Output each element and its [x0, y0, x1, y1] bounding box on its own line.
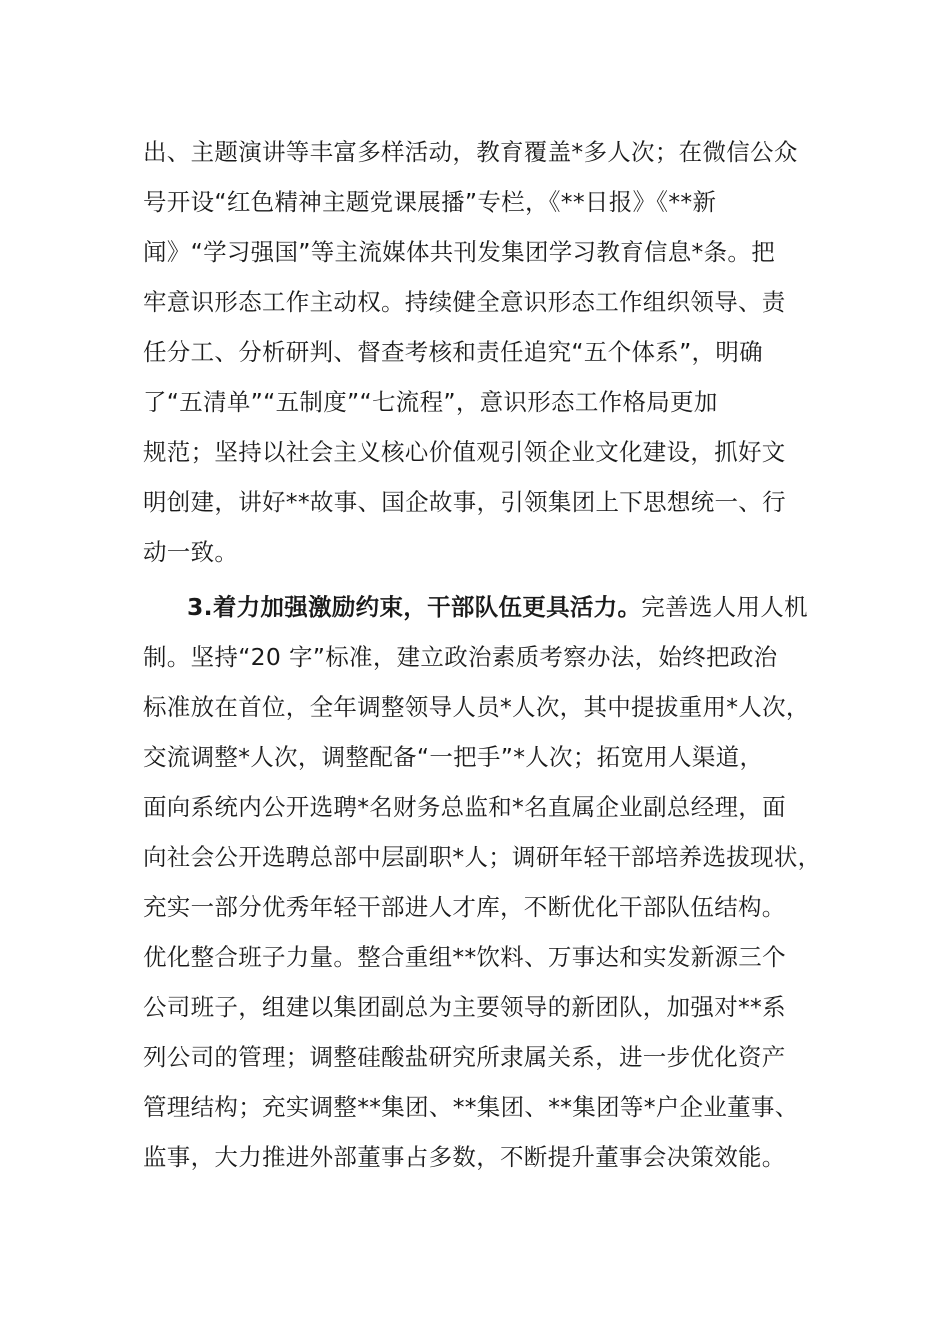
paragraph-line: 管理结构；充实调整**集团、**集团、**集团等*户企业董事、 [143, 1093, 799, 1121]
paragraph-line: 标准放在首位，全年调整领导人员*人次，其中提拔重用*人次， [143, 693, 810, 721]
section-3-first-line-text: 完善选人用人机 [641, 593, 808, 621]
paragraph-line: 任分工、分析研判、督查考核和责任追究“五个体系”，明确 [143, 338, 763, 366]
paragraph-line: 充实一部分优秀年轻干部进人才库，不断优化干部队伍结构。 [143, 893, 786, 921]
paragraph-line: 面向系统内公开选聘*名财务总监和*名直属企业副总经理，面 [143, 793, 786, 821]
paragraph-line: 了“五清单”“五制度”“七流程”，意识形态工作格局更加 [143, 388, 718, 416]
paragraph-line: 公司班子，组建以集团副总为主要领导的新团队，加强对**系 [143, 993, 786, 1021]
paragraph-line: 向社会公开选聘总部中层副职*人；调研年轻干部培养选拔现状， [143, 843, 822, 871]
section-3-first-line [187, 582, 827, 632]
paragraph-line: 明创建，讲好**故事、国企故事，引领集团上下思想统一、行 [143, 488, 786, 516]
paragraph-line: 动一致。 [143, 538, 239, 566]
paragraph-line: 号开设“红色精神主题党课展播”专栏，《**日报》《**新 [143, 188, 717, 216]
paragraph-line: 牢意识形态工作主动权。持续健全意识形态工作组织领导、责 [143, 288, 786, 316]
paragraph-line: 制。坚持“20 字”标准，建立政治素质考察办法，始终把政治 [143, 643, 778, 671]
paragraph-line: 出、主题演讲等丰富多样活动，教育覆盖*多人次；在微信公众 [143, 138, 798, 166]
section-3-heading: 3.着力加强激励约束，干部队伍更具活力。 [187, 593, 642, 621]
paragraph-line: 闻》“学习强国”等主流媒体共刊发集团学习教育信息*条。把 [143, 238, 775, 266]
paragraph-line: 列公司的管理；调整硅酸盐研究所隶属关系，进一步优化资产 [143, 1043, 786, 1071]
paragraph-line: 规范；坚持以社会主义核心价值观引领企业文化建设，抓好文 [143, 438, 786, 466]
paragraph-line: 优化整合班子力量。整合重组**饮料、万事达和实发新源三个 [143, 943, 786, 971]
paragraph-line: 交流调整*人次，调整配备“一把手”*人次；拓宽用人渠道， [143, 743, 764, 771]
paragraph-line: 监事，大力推进外部董事占多数，不断提升董事会决策效能。 [143, 1143, 786, 1171]
